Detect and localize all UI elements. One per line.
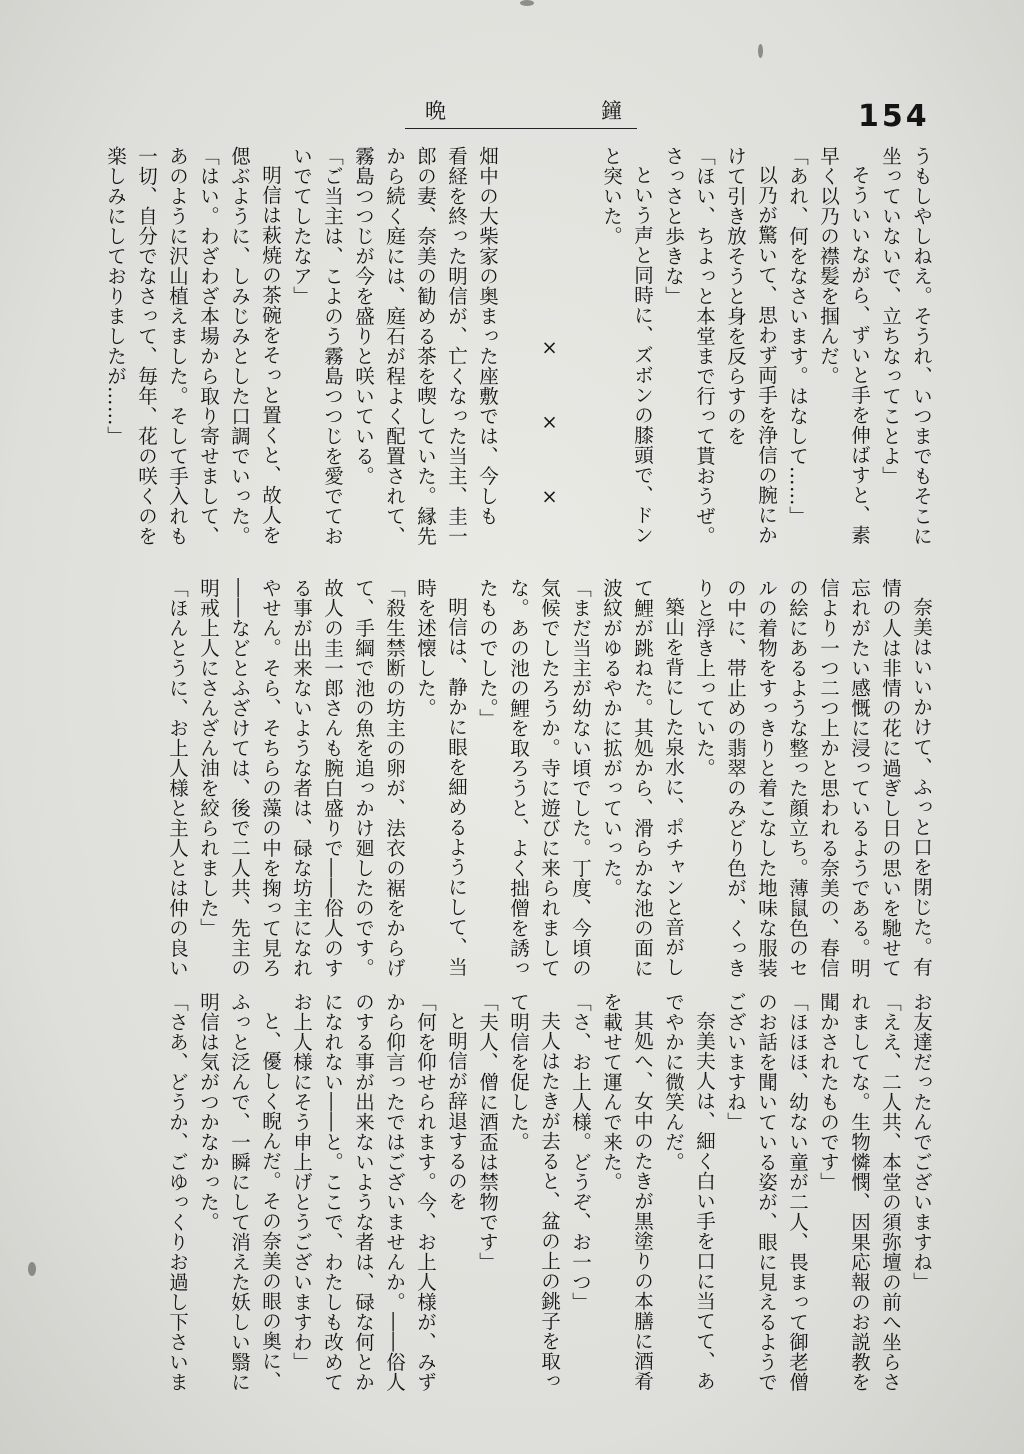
text-column: 楽しみにしておりましたが……」 [104,146,127,446]
text-column: 気候でしたろうか。寺に遊びに来られまして [538,578,561,978]
text-column: 郎の妻、奈美の勧める茶を喫していた。縁先 [414,146,437,546]
text-column: ルの着物をすっきりと着こなした地味な服装 [755,578,778,978]
page-number: 154 [858,99,930,134]
text-column: 「さあ、どうか、ごゆっくりお過し下さいま [166,992,189,1392]
text-column: うもしやしねえ。そうれ、いつまでもそこに [910,146,933,546]
text-column: 「はい。わざわざ本場から取り寄せまして、 [197,146,220,546]
text-column: ございますね」 [724,992,747,1132]
text-column: 畑中の大柴家の奥まった座敷では、今しも [476,146,499,526]
text-column: から続く庭には、庭石が程よく配置されて、 [383,146,406,546]
text-column: 其処へ、女中のたきが黒塗りの本膳に酒肴 [631,1011,654,1391]
text-column: 「夫人、僧に酒盃は禁物です」 [476,992,499,1272]
text-column: りと浮き上っていた。 [693,578,716,778]
text-column: お上人様にそう申上げとうございますわ」 [290,992,313,1372]
text-column: 時を述懐した。 [414,578,437,718]
text-column: 明信は、静かに眼を細めるようにして、当 [445,597,468,977]
text-column: 坐っていないで、立ちなってことよ」 [879,146,902,486]
text-column: のお話を聞いている姿が、眼に見えるようで [755,992,778,1392]
text-column: と明信が辞退するのを [445,1011,468,1211]
header-title-right: 鐘 [601,99,623,123]
text-column: る事が出来ないような者は、碌な坊主になれ [290,578,313,978]
text-column: 早く以乃の襟髪を掴んだ。 [817,146,840,386]
text-column: 忘れがたい感慨に浸っているようである。明 [848,578,871,978]
text-column: て鯉が跳ねた。其処から、滑らかな池の面に [631,578,654,978]
text-column: のする事が出来ないような者は、碌な何とか [352,992,375,1392]
text-column: さっさと歩きな」 [662,146,685,306]
ink-smudge [520,0,534,6]
text-column: 明信は気がつかなかった。 [197,992,220,1232]
text-column: 霧島つつじが今を盛りと咲いている。 [352,146,375,486]
ink-smudge [758,44,763,58]
text-column: いでてしたなア」 [290,146,313,306]
text-column: を載せて運んで来た。 [600,992,623,1192]
text-column: 「ほんとうに、お上人様と主人とは仲の良い [166,578,189,978]
text-column: という声と同時に、ズボンの膝頭で、ドン [631,165,654,545]
text-column: な。あの池の鯉を取ろうと、よく拙僧を誘っ [507,578,530,978]
text-column: 夫人はたきが去ると、盆の上の銚子を取っ [538,1011,561,1391]
text-column: 奈美はいいかけて、ふっと口を閉じた。有 [910,597,933,977]
text-column: の絵にあるような整った顔立ち。薄鼠色のセ [786,578,809,978]
text-column: 築山を背にした泉水に、ポチャンと音がし [662,597,685,977]
text-column: 「さ、お上人様。どうぞ、お一つ」 [569,992,592,1312]
text-row-bottom [165,992,934,1412]
text-column: 「殺生禁断の坊主の卵が、法衣の裾をからげ [383,578,406,978]
text-column: 「ほほほ、幼ない童が二人、畏まって御老僧 [786,992,809,1392]
text-column: ――などとふざけては、後で二人共、先主の [228,578,251,978]
text-row-top [103,146,934,576]
text-column: て、手綱で池の魚を追っかけ廻したのです。 [352,578,375,978]
text-column: 故人の圭一郎さんも腕白盛りで――俗人のす [321,578,344,978]
text-column: けて引き放そうと身を反らすのを [724,146,747,446]
text-column [568,146,593,576]
text-column: 看経を終った明信が、亡くなった当主、圭一 [445,146,468,546]
text-column: 「ええ、二人共、本堂の須弥壇の前へ坐らさ [879,992,902,1392]
text-column: 「あれ、何をなさいます。はなして……」 [786,146,809,526]
text-column: 「何を仰せられます。今、お上人様が、みず [414,992,437,1392]
text-column: お友達だったんでございますね」 [910,992,933,1292]
text-column: 「まだ当主が幼ない頃でした。丁度、今頃の [569,578,592,978]
text-column: 聞かされたものです」 [817,992,840,1192]
text-column: あのように沢山植えました。そして手入れも [166,146,189,546]
text-column: て明信を促した。 [507,992,530,1152]
text-column: 「ほい、ちよっと本堂まで行って貰おうぜ。 [693,146,716,546]
text-column: やせん。そら、そちらの藻の中を掬って見ろ [259,578,282,978]
text-column: たものでした。」 [476,578,499,729]
text-column: 奈美夫人は、細く白い手を口に当てて、あ [693,1011,716,1391]
text-column: 明戒上人にさんざん油を絞られました」 [197,578,220,938]
text-column: ふっと泛んで、一瞬にして消えた妖しい翳に [228,992,251,1392]
text-column: 以乃が驚いて、思わず両手を浄信の腕にか [755,165,778,545]
text-column [506,146,531,576]
text-column: そういいながら、ずいと手を伸ばすと、素 [848,165,871,545]
text-column: 偲ぶように、しみじみとした口調でいった。 [228,146,251,546]
running-header [405,98,637,129]
ink-smudge [28,1262,36,1276]
text-column: でやかに微笑んだ。 [662,992,685,1172]
text-column: から仰言ったではございませんか。――俗人 [383,992,406,1392]
text-column: と突いた。 [600,146,623,246]
text-column: と、優しく睨んだ。その奈美の眼の奥に、 [259,1011,282,1391]
text-column: 一切、自分でなさって、毎年、花の咲くのを [135,146,158,546]
text-column: 信より一つ二つ上かと思われる奈美の、春信 [817,578,840,978]
text-column: になれない――と。ここで、わたしも改めて [321,992,344,1392]
text-row-middle [165,578,934,988]
text-column: の中に、帯止めの翡翠のみどり色が、くっき [724,578,747,978]
header-title-left: 晩 [425,99,447,123]
text-column: 波紋がゆるやかに拡がっていった。 [600,578,623,898]
section-separator: × × × [538,336,561,524]
text-column: 情の人は非情の花に過ぎし日の思いを馳せて [879,578,902,978]
text-column: れましてな。生物憐憫、因果応報のお説教を [848,992,871,1392]
text-column: 「ご当主は、こよのう霧島つつじを愛でてお [321,146,344,546]
text-column: 明信は萩焼の茶碗をそっと置くと、故人を [259,165,282,545]
